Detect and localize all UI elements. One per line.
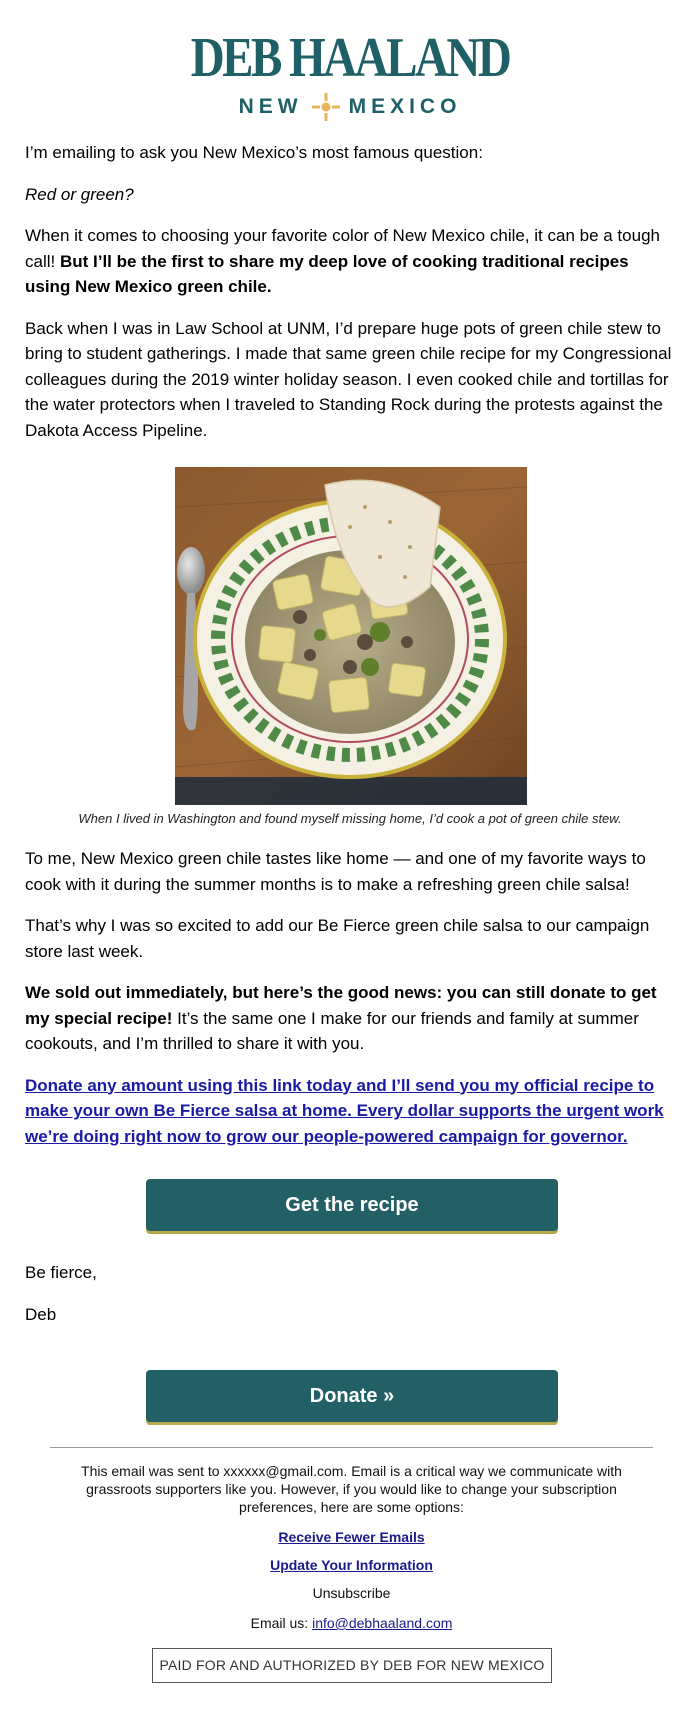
donate-recipe-link[interactable]: Donate any amount using this link today and I’ll send you my official recipe to make your own Be Fierce salsa at home. Every dollar supports the urgent work we’re doing right now to grow our people-powered campaign for governor. (25, 1075, 664, 1146)
sold-out-normal: It’s the same one I make for our friends and family at summer cookouts, and I’m thrilled to share it with you. (25, 1008, 639, 1053)
sold-out-paragraph (25, 980, 677, 1057)
footer-divider (50, 1447, 653, 1448)
salsa-store-paragraph: That’s why I was so excited to add our Be Fierce green chile salsa to our campaign store last week. (25, 916, 650, 961)
chile-paragraph (25, 223, 677, 300)
chile-paragraph-normal: When it comes to choosing your favorite color of New Mexico chile, it can be a tough call! (25, 226, 660, 271)
logo-subtitle (0, 92, 700, 122)
chile-paragraph-bold: But I’ll be the first to share my deep love of cooking traditional recipes using New Mexico green chile. (25, 251, 629, 296)
law-school-paragraph: Back when I was in Law School at UNM, I’d prepare huge pots of green chile stew to bring to student gatherings. I made that same green chile recipe for my Congressional colleagues during the 2019 winter holiday season. I even cooked chile and tortillas for the water protectors when I traveled to Standing Rock during the protests against the Dakota Access Pipeline. (25, 318, 672, 440)
zia-sun-icon (311, 92, 341, 122)
green-chile-stew-photo (175, 467, 527, 805)
footer (60, 1462, 643, 1632)
subscription-notice: This email was sent to xxxxxx@gmail.com. Email is a critical way we communicate with grassroots supporters like you. However, if you would like to change your subscription preferences, here are some options: (81, 1463, 622, 1515)
stew-image (175, 467, 527, 805)
contact-email-link[interactable]: info@debhaaland.com (312, 1615, 453, 1631)
question-paragraph: Red or green? (25, 184, 134, 204)
contact-line (60, 1614, 643, 1632)
campaign-logo (0, 27, 700, 122)
donate-link-paragraph (25, 1073, 677, 1150)
email-label: Email us: (250, 1615, 313, 1631)
receive-fewer-emails-link[interactable]: Receive Fewer Emails (278, 1529, 425, 1545)
logo-sub-mexico: MEXICO (348, 95, 462, 118)
email-body-top (25, 140, 677, 443)
email-body-bottom (25, 846, 677, 1149)
signoff: Be fierce, (25, 1263, 97, 1282)
image-caption: When I lived in Washington and found myself missing home, I’d cook a pot of green chile stew. (78, 811, 622, 826)
paid-for-disclaimer: PAID FOR AND AUTHORIZED BY DEB FOR NEW MEXICO (152, 1648, 552, 1683)
signature: Deb (25, 1305, 57, 1324)
unsubscribe-text: Unsubscribe (312, 1585, 391, 1601)
update-information-link[interactable]: Update Your Information (270, 1557, 433, 1573)
logo-name: DEB HAALAND (190, 27, 510, 89)
home-paragraph: To me, New Mexico green chile tastes like home — and one of my favorite ways to cook with it during the summer months is to make a refreshing green chile salsa! (25, 849, 646, 894)
intro-paragraph: I’m emailing to ask you New Mexico’s most famous question: (25, 143, 483, 162)
logo-sub-new: NEW (238, 95, 303, 118)
sold-out-bold: We sold out immediately, but here’s the good news: you can still donate to get my special recipe! (25, 983, 657, 1028)
donate-button[interactable]: Donate » (146, 1370, 558, 1422)
get-recipe-button[interactable]: Get the recipe (146, 1179, 558, 1231)
